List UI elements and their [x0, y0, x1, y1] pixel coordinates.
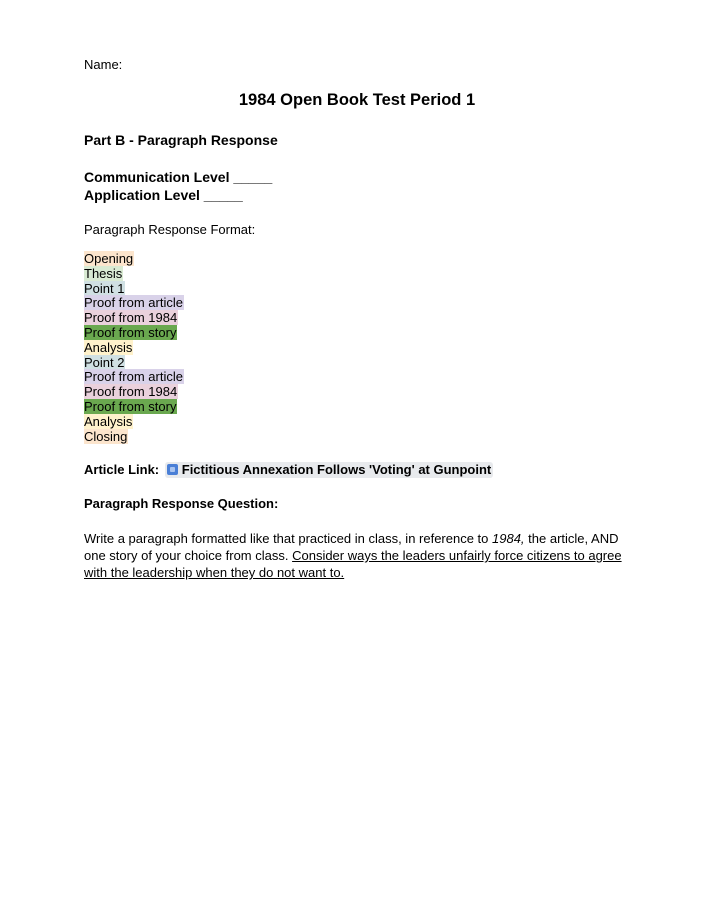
format-item: [84, 296, 184, 311]
format-item-label: Proof from article: [84, 295, 183, 311]
format-item: [84, 400, 184, 415]
format-item: [84, 356, 184, 371]
format-item-label: Opening: [84, 251, 134, 266]
format-item: [84, 282, 184, 297]
question-heading: Paragraph Response Question:: [84, 496, 279, 511]
format-item: [84, 341, 184, 356]
communication-level: Communication Level _____: [84, 169, 273, 185]
format-item-label: Point 1: [84, 280, 125, 296]
question-text-middle: the article, AND one story of your choice from class.: [84, 531, 619, 563]
document-link-icon: [167, 464, 178, 475]
article-line: [84, 462, 493, 478]
format-item: [84, 385, 184, 400]
question-italic: 1984,: [492, 531, 525, 546]
format-item-label: Point 2: [84, 354, 125, 370]
article-link-text[interactable]: Fictitious Annexation Follows 'Voting' at Gunpoint: [181, 462, 492, 477]
page-title: 1984 Open Book Test Period 1: [238, 91, 476, 109]
format-item: [84, 326, 184, 341]
format-item: [84, 311, 184, 326]
application-level: Application Level _____: [84, 187, 243, 203]
format-item: [84, 252, 184, 267]
format-list: [84, 252, 184, 444]
format-item: [84, 415, 184, 430]
part-heading: Part B - Paragraph Response: [84, 132, 278, 148]
format-item-label: Thesis: [84, 265, 123, 281]
article-link-chip[interactable]: [165, 462, 494, 478]
name-label: Name:: [84, 57, 123, 72]
question-text-before: Write a paragraph formatted like that practiced in class, in reference to: [84, 531, 493, 546]
format-item-label: Proof from 1984: [84, 384, 178, 400]
format-item-label: Proof from story: [84, 324, 177, 340]
format-item-label: Analysis: [84, 413, 133, 429]
question-underlined: Consider ways the leaders unfairly force citizens to agree with the leadership when they do not want to.: [84, 548, 622, 580]
format-label: Paragraph Response Format:: [84, 222, 256, 237]
format-item: [84, 430, 184, 445]
article-label: Article Link:: [84, 462, 160, 477]
question-paragraph: [84, 530, 629, 581]
format-item-label: Analysis: [84, 339, 133, 355]
format-item-label: Proof from article: [84, 369, 183, 385]
format-item-label: Closing: [84, 428, 128, 444]
format-item-label: Proof from story: [84, 398, 177, 414]
format-item: [84, 267, 184, 282]
format-item-label: Proof from 1984: [84, 310, 178, 326]
format-item: [84, 370, 184, 385]
